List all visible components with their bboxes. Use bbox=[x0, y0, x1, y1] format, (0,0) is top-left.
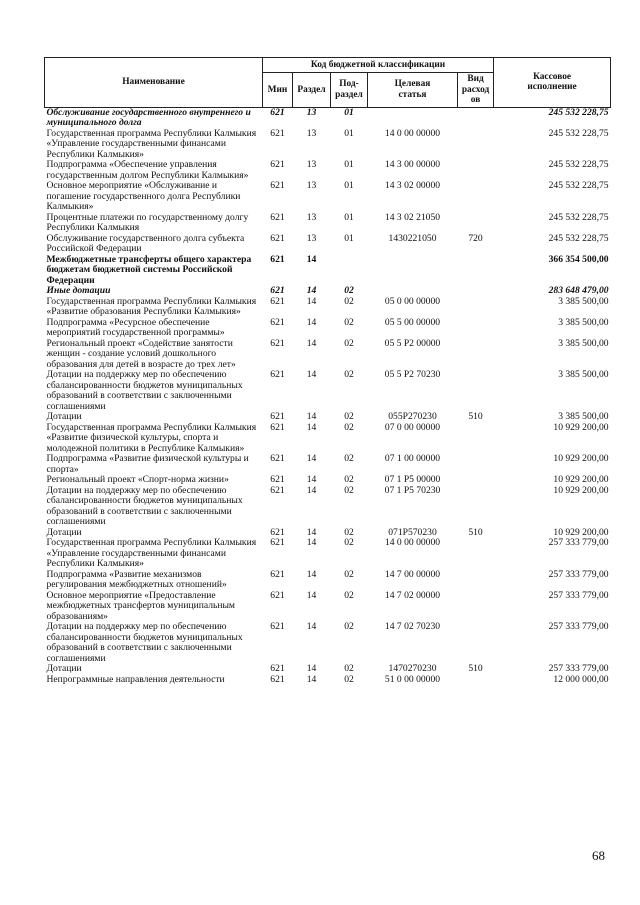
cell-vid bbox=[458, 475, 494, 486]
cell-min: 621 bbox=[270, 589, 285, 601]
table-row bbox=[45, 591, 611, 623]
cell-min: 621 bbox=[270, 411, 285, 422]
cell-statya: 05 5 00 00000 bbox=[384, 316, 441, 328]
cell-name: Подпрограмма «Ресурсное обеспечение мероприятий государственной программы» bbox=[46, 316, 225, 338]
cell-razdel: 14 bbox=[306, 663, 317, 674]
table-row bbox=[45, 286, 611, 297]
cell-razdel: 14 bbox=[306, 285, 317, 296]
cell-vid: 510 bbox=[468, 411, 483, 422]
header-statya: Целевая статья bbox=[368, 73, 458, 108]
table-row bbox=[45, 538, 611, 570]
budget-report-sheet bbox=[44, 57, 610, 685]
cell-razdel: 14 bbox=[306, 421, 317, 433]
cell-podrazdel: 02 bbox=[344, 295, 354, 307]
cell-statya: 05 5 P2 00000 bbox=[384, 337, 441, 349]
cell-name: Дотации на поддержку мер по обеспечению сбалансированности бюджетов муниципальных образований в соответствии с заключенными соглашениями bbox=[46, 621, 243, 664]
cell-name: Дотации bbox=[46, 663, 82, 674]
header-vid: Вид расход ов bbox=[458, 73, 494, 108]
cell-statya bbox=[368, 255, 458, 287]
cell-sum: 257 333 779,00 bbox=[548, 621, 609, 632]
cell-min: 621 bbox=[270, 453, 285, 464]
cell-min: 621 bbox=[270, 474, 285, 485]
cell-name: Государственная программа Республики Калмыкия «Развитие образования Республики Калмыкия» bbox=[46, 295, 257, 317]
cell-sum: 3 385 500,00 bbox=[558, 411, 609, 422]
header-razdel: Раздел bbox=[293, 73, 331, 108]
cell-razdel: 14 bbox=[306, 337, 317, 349]
cell-vid bbox=[458, 318, 494, 339]
cell-statya: 1470270230 bbox=[388, 663, 437, 674]
cell-vid bbox=[458, 255, 494, 287]
cell-name: Дотации bbox=[46, 526, 82, 538]
cell-sum: 10 929 200,00 bbox=[553, 453, 609, 464]
cell-razdel: 14 bbox=[306, 474, 317, 485]
cell-statya: 14 0 00 00000 bbox=[384, 537, 441, 548]
cell-statya: 14 7 00 00000 bbox=[384, 568, 441, 580]
cell-razdel: 14 bbox=[306, 537, 317, 548]
cell-vid bbox=[458, 286, 494, 297]
cell-statya bbox=[368, 286, 458, 297]
cell-name: Дотации bbox=[46, 411, 82, 422]
cell-min: 621 bbox=[270, 673, 285, 685]
cell-sum: 3 385 500,00 bbox=[558, 337, 609, 349]
cell-podrazdel: 02 bbox=[344, 673, 354, 685]
cell-min: 621 bbox=[270, 484, 285, 496]
cell-statya: 14 3 00 00000 bbox=[384, 159, 441, 170]
cell-statya: 51 0 00 00000 bbox=[384, 673, 441, 685]
cell-sum: 10 929 200,00 bbox=[553, 474, 609, 485]
cell-podrazdel: 02 bbox=[344, 589, 354, 601]
cell-statya: 071P570230 bbox=[388, 526, 437, 538]
cell-statya bbox=[368, 107, 458, 129]
cell-podrazdel: 02 bbox=[344, 537, 354, 548]
cell-podrazdel: 01 bbox=[344, 159, 354, 170]
cell-min: 621 bbox=[270, 568, 285, 580]
cell-razdel: 14 bbox=[306, 589, 317, 601]
cell-podrazdel: 02 bbox=[344, 663, 354, 674]
page-number: 68 bbox=[592, 848, 605, 863]
cell-min: 621 bbox=[270, 663, 285, 674]
cell-name: Подпрограмма «Развитие механизмов регулирования межбюджетных отношений» bbox=[46, 568, 227, 590]
header-ispolnenie: Кассовое исполнение bbox=[494, 58, 611, 108]
cell-sum: 245 532 228,75 bbox=[548, 232, 609, 244]
cell-statya: 1430221050 bbox=[388, 232, 437, 244]
cell-podrazdel: 02 bbox=[344, 453, 354, 464]
cell-podrazdel: 02 bbox=[344, 621, 354, 632]
cell-name: Подпрограмма «Обеспечение управления государственным долгом Республики Калмыкия» bbox=[46, 159, 249, 181]
cell-statya: 14 0 00 00000 bbox=[384, 127, 441, 139]
cell-vid bbox=[458, 454, 494, 475]
cell-razdel: 14 bbox=[306, 411, 317, 422]
cell-min: 621 bbox=[270, 159, 285, 170]
cell-vid bbox=[458, 538, 494, 570]
cell-statya: 07 0 00 00000 bbox=[384, 421, 441, 433]
cell-min: 621 bbox=[270, 337, 285, 349]
cell-razdel: 13 bbox=[306, 232, 317, 244]
cell-vid bbox=[458, 370, 494, 412]
cell-sum: 245 532 228,75 bbox=[548, 180, 609, 191]
cell-name: Обслуживание государственного внутреннего и муниципального долга bbox=[45, 107, 263, 129]
table-row bbox=[45, 475, 611, 486]
cell-razdel: 13 bbox=[306, 211, 317, 223]
cell-min: 621 bbox=[270, 621, 285, 632]
cell-podrazdel: 02 bbox=[344, 526, 354, 538]
header-classification-group: Код бюджетной классификации bbox=[263, 58, 494, 73]
table-row bbox=[45, 454, 611, 475]
cell-podrazdel: 01 bbox=[331, 107, 368, 129]
table-row bbox=[45, 297, 611, 318]
cell-name: Региональный проект «Содействие занятости женщин - создание условий дошкольного образования для детей в возрасте до трех лет» bbox=[46, 337, 236, 370]
cell-min: 621 bbox=[270, 285, 285, 296]
cell-statya: 05 0 00 00000 bbox=[384, 295, 441, 307]
cell-podrazdel: 02 bbox=[344, 484, 354, 496]
cell-razdel: 14 bbox=[306, 568, 317, 580]
cell-razdel: 14 bbox=[306, 673, 317, 685]
cell-podrazdel: 01 bbox=[344, 180, 354, 191]
table-row bbox=[45, 339, 611, 371]
table-row bbox=[45, 213, 611, 234]
cell-razdel: 14 bbox=[306, 484, 317, 496]
cell-min: 621 bbox=[270, 526, 285, 538]
cell-min: 621 bbox=[270, 369, 285, 380]
cell-name: Государственная программа Республики Калмыкия «Управление государственными финансами Республики Калмыкия» bbox=[46, 127, 257, 160]
budget-table bbox=[44, 57, 611, 685]
table-row bbox=[45, 622, 611, 664]
cell-vid bbox=[458, 339, 494, 371]
cell-sum: 366 354 500,00 bbox=[548, 253, 609, 265]
cell-podrazdel: 02 bbox=[344, 285, 354, 296]
cell-podrazdel: 02 bbox=[344, 369, 354, 380]
cell-vid bbox=[458, 622, 494, 664]
cell-razdel: 14 bbox=[306, 316, 317, 328]
table-row bbox=[45, 234, 611, 255]
cell-name: Непрограммные направления деятельности bbox=[46, 673, 225, 685]
table-row bbox=[45, 160, 611, 181]
table-row bbox=[45, 412, 611, 423]
table-row bbox=[45, 675, 611, 686]
cell-statya: 055P270230 bbox=[388, 411, 437, 422]
cell-vid bbox=[458, 129, 494, 161]
cell-min: 621 bbox=[270, 127, 285, 139]
cell-min: 621 bbox=[270, 537, 285, 548]
cell-podrazdel: 02 bbox=[344, 316, 354, 328]
cell-sum: 257 333 779,00 bbox=[548, 663, 609, 674]
cell-sum: 257 333 779,00 bbox=[548, 537, 609, 548]
cell-sum: 257 333 779,00 bbox=[548, 589, 609, 601]
cell-podrazdel: 02 bbox=[344, 337, 354, 349]
cell-sum: 3 385 500,00 bbox=[558, 316, 609, 328]
cell-razdel: 14 bbox=[306, 526, 317, 538]
cell-name: Процентные платежи по государственному долгу Республики Калмыкия bbox=[46, 211, 249, 233]
cell-sum: 3 385 500,00 bbox=[558, 369, 609, 380]
cell-razdel: 14 bbox=[306, 621, 317, 632]
cell-min: 621 bbox=[270, 421, 285, 433]
cell-vid bbox=[458, 591, 494, 623]
cell-name: Иные дотации bbox=[46, 285, 111, 296]
cell-vid bbox=[458, 297, 494, 318]
cell-statya: 07 1 P5 00000 bbox=[384, 474, 441, 485]
header-name: Наименование bbox=[45, 58, 263, 108]
cell-podrazdel: 02 bbox=[344, 421, 354, 433]
cell-sum: 283 648 479,00 bbox=[548, 285, 609, 296]
cell-razdel: 14 bbox=[306, 253, 317, 265]
cell-razdel: 13 bbox=[306, 127, 317, 139]
cell-podrazdel: 01 bbox=[344, 127, 354, 139]
header-min: Мин bbox=[263, 73, 293, 108]
cell-statya: 14 7 02 70230 bbox=[384, 621, 441, 632]
cell-vid bbox=[458, 107, 494, 129]
cell-sum: 257 333 779,00 bbox=[548, 568, 609, 580]
cell-statya: 07 1 00 00000 bbox=[384, 453, 441, 464]
cell-vid bbox=[458, 213, 494, 234]
cell-razdel: 13 bbox=[293, 107, 331, 129]
table-row bbox=[45, 129, 611, 161]
cell-sum: 245 532 228,75 bbox=[548, 127, 609, 139]
cell-name: Государственная программа Республики Калмыкия «Развитие физической культуры, спорта и молодежной политики в Республике Калмыкия» bbox=[46, 421, 257, 454]
cell-sum: 245 532 228,75 bbox=[494, 107, 611, 129]
table-header bbox=[45, 58, 611, 108]
cell-min: 621 bbox=[270, 211, 285, 223]
cell-razdel: 13 bbox=[306, 180, 317, 191]
table-body bbox=[45, 107, 611, 685]
cell-sum: 10 929 200,00 bbox=[553, 484, 609, 496]
table-row bbox=[45, 486, 611, 528]
cell-name: Обслуживание государственного долга субъекта Российской Федерации bbox=[46, 232, 245, 254]
cell-vid: 510 bbox=[468, 663, 483, 674]
cell-min: 621 bbox=[263, 107, 293, 129]
table-row bbox=[45, 255, 611, 287]
table-row bbox=[45, 570, 611, 591]
cell-sum: 245 532 228,75 bbox=[548, 159, 609, 170]
table-row bbox=[45, 318, 611, 339]
cell-podrazdel: 01 bbox=[344, 232, 354, 244]
cell-podrazdel: 02 bbox=[344, 568, 354, 580]
cell-min: 621 bbox=[270, 253, 285, 265]
cell-sum: 245 532 228,75 bbox=[548, 211, 609, 223]
cell-statya: 05 5 P2 70230 bbox=[384, 369, 441, 380]
cell-name: Основное мероприятие «Предоставление межбюджетных трансфертов муниципальным образованиям» bbox=[46, 589, 236, 622]
cell-vid bbox=[458, 423, 494, 455]
cell-name: Государственная программа Республики Калмыкия «Управление государственными финансами Республики Калмыкия» bbox=[46, 537, 257, 569]
cell-min: 621 bbox=[270, 316, 285, 328]
cell-statya: 14 3 02 21050 bbox=[384, 211, 441, 223]
cell-podrazdel: 02 bbox=[344, 474, 354, 485]
cell-vid bbox=[458, 570, 494, 591]
cell-vid bbox=[458, 181, 494, 213]
cell-min: 621 bbox=[270, 295, 285, 307]
cell-razdel: 14 bbox=[306, 369, 317, 380]
cell-podrazdel bbox=[331, 255, 368, 287]
cell-podrazdel: 01 bbox=[344, 211, 354, 223]
cell-razdel: 13 bbox=[306, 159, 317, 170]
cell-statya: 07 1 P5 70230 bbox=[384, 484, 441, 496]
table-row bbox=[45, 423, 611, 455]
cell-statya: 14 3 02 00000 bbox=[384, 180, 441, 191]
table-row bbox=[45, 370, 611, 412]
cell-razdel: 14 bbox=[306, 295, 317, 307]
cell-sum: 3 385 500,00 bbox=[558, 295, 609, 307]
cell-vid bbox=[458, 160, 494, 181]
cell-vid bbox=[458, 675, 494, 686]
cell-min: 621 bbox=[270, 232, 285, 244]
cell-podrazdel: 02 bbox=[344, 411, 354, 422]
cell-statya: 14 7 02 00000 bbox=[384, 589, 441, 601]
cell-name: Межбюджетные трансферты общего характера бюджетам бюджетной системы Российской Федерации bbox=[46, 253, 252, 286]
cell-name: Подпрограмма «Развитие физической культуры и спорта» bbox=[46, 453, 249, 475]
header-podrazdel: Под- раздел bbox=[331, 73, 368, 108]
table-row bbox=[45, 181, 611, 213]
cell-name: Региональный проект «Спорт-норма жизни» bbox=[46, 474, 229, 485]
cell-name: Дотации на поддержку мер по обеспечению сбалансированности бюджетов муниципальных образований в соответствии с заключенными соглашениями bbox=[46, 484, 243, 527]
cell-min: 621 bbox=[270, 180, 285, 191]
table-row bbox=[45, 107, 611, 129]
cell-vid bbox=[458, 486, 494, 528]
cell-name: Дотации на поддержку мер по обеспечению сбалансированности бюджетов муниципальных образований в соответствии с заключенными соглашениями bbox=[46, 369, 243, 412]
cell-vid: 720 bbox=[468, 232, 483, 244]
cell-sum: 10 929 200,00 bbox=[553, 421, 609, 433]
cell-vid: 510 bbox=[468, 526, 483, 538]
table-row bbox=[45, 664, 611, 675]
cell-sum: 10 929 200,00 bbox=[553, 526, 609, 538]
cell-razdel: 14 bbox=[306, 453, 317, 464]
cell-name: Основное мероприятие «Обслуживание и погашение государственного долга Республики Калмыкия» bbox=[46, 180, 241, 212]
cell-sum: 12 000 000,00 bbox=[553, 673, 609, 685]
